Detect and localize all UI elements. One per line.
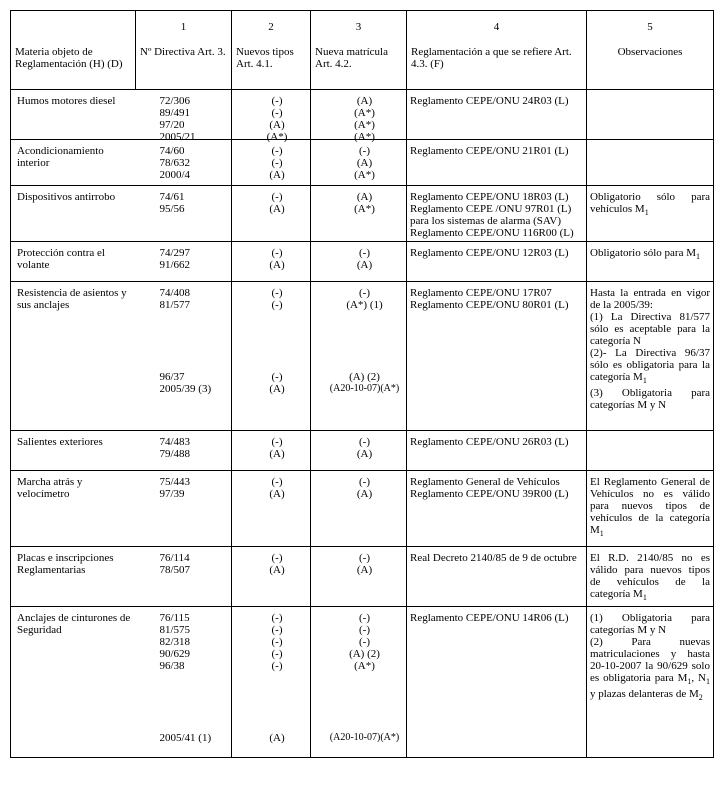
nueva-matricula-value-cell <box>311 471 407 547</box>
header-observaciones-label: Observaciones <box>617 46 683 58</box>
table-row <box>11 242 714 282</box>
nueva-matricula-value: (A*) <box>354 107 375 119</box>
nueva-matricula-value: (A) <box>356 191 373 203</box>
directiva-number: 81/575 <box>159 624 191 636</box>
materia-text: Resistencia de asientos y sus anclajes <box>17 287 127 311</box>
table-row <box>11 471 714 547</box>
nuevos-tipos-value: (A) <box>269 119 285 131</box>
header-materia <box>11 11 136 90</box>
directiva-number: 79/488 <box>159 448 191 460</box>
observaciones-cell <box>587 471 714 547</box>
observaciones-text: El Reglamento General de Vehículos no es válido para nuevos tipos de vehículos de la categoría $M_1$ <box>590 476 710 539</box>
observaciones-cell <box>587 547 714 607</box>
directiva-number: 78/507 <box>159 564 191 576</box>
directiva-number-cell <box>136 186 232 242</box>
observaciones-cell <box>587 90 714 140</box>
observaciones-cell <box>587 186 714 242</box>
nueva-matricula-value: (-) <box>359 145 370 157</box>
observaciones-cell <box>587 607 714 758</box>
nuevos-tipos-value-cell <box>232 140 311 186</box>
reglamentacion-text: Reglamento CEPE/ONU 80R01 (L) <box>410 299 569 311</box>
nuevos-tipos-value: (-) <box>271 636 283 648</box>
materia-cell <box>11 140 136 186</box>
materia-text: Humos motores diesel <box>17 95 116 107</box>
materia-cell <box>11 431 136 471</box>
nueva-matricula-value: (A) <box>356 157 373 169</box>
directiva-number: 72/306 <box>159 95 191 107</box>
nuevos-tipos-value: (-) <box>271 436 283 448</box>
regulation-table <box>10 10 714 758</box>
nueva-matricula-value: (A20-10-07)(A*) <box>329 383 400 394</box>
directiva-number: 2005/39 (3) <box>159 383 212 395</box>
materia-text: Dispositivos antirrobo <box>17 191 116 203</box>
materia-cell <box>11 547 136 607</box>
observaciones-cell <box>587 140 714 186</box>
col-number-2: 2 <box>268 21 274 33</box>
header-nuevos-tipos <box>232 11 311 90</box>
directiva-number: 75/443 <box>159 476 191 488</box>
reglamentacion-cell <box>407 431 587 471</box>
nueva-matricula-value: (A*) <box>354 660 375 672</box>
directiva-number-cell <box>136 90 232 143</box>
reglamentacion-text: Reglamento CEPE/ONU 18R03 (L) <box>410 191 569 203</box>
nuevos-tipos-value: (-) <box>271 476 283 488</box>
nuevos-tipos-value-cell <box>232 607 311 758</box>
reglamentacion-text: Reglamento General de Vehículos <box>410 476 560 488</box>
col-number-4: 4 <box>493 21 500 33</box>
nueva-matricula-value: (-) <box>359 624 370 636</box>
directiva-number-cell <box>136 547 232 607</box>
directiva-number: 96/37 <box>159 371 185 383</box>
directiva-number: 74/408 <box>159 287 191 299</box>
nuevos-tipos-value: (-) <box>271 287 283 299</box>
nueva-matricula-value: (-) <box>359 612 370 624</box>
table-row <box>11 431 714 471</box>
table-row <box>11 140 714 186</box>
header-reglamentacion-label: Reglamentación a que se refiere Art. 4.3. (F) <box>411 46 572 70</box>
nuevos-tipos-value-cell <box>232 186 311 242</box>
nueva-matricula-value: (A*) (1) <box>346 299 383 311</box>
observaciones-text: (1) La Directiva 81/577 sólo es aceptable para la categoría N <box>590 311 710 347</box>
observaciones-cell <box>587 242 714 282</box>
directiva-number: 96/38 <box>159 660 185 672</box>
nueva-matricula-value-cell <box>311 90 407 143</box>
nueva-matricula-value: (A) <box>356 448 373 460</box>
nueva-matricula-value: (A) <box>356 488 373 500</box>
directiva-number: 2005/41 (1) <box>159 732 212 744</box>
directiva-number: 76/115 <box>159 612 190 624</box>
observaciones-text: Hasta la entrada en vigor de la 2005/39: <box>590 287 710 311</box>
nuevos-tipos-value-cell <box>232 547 311 607</box>
directiva-number: 74/60 <box>159 145 185 157</box>
nueva-matricula-value: (A20-10-07)(A*) <box>329 732 400 743</box>
nuevos-tipos-value: (-) <box>271 624 283 636</box>
nuevos-tipos-value-cell <box>232 242 311 282</box>
nueva-matricula-value-cell <box>311 282 407 431</box>
header-directiva-label: Nº Directiva Art. 3. <box>140 46 226 58</box>
reglamentacion-text: Reglamento CEPE/ONU 39R00 (L) <box>410 488 569 500</box>
nuevos-tipos-value: (-) <box>271 145 283 157</box>
observaciones-text: (2)- La Directiva 96/37 sólo es obligatoria para la categoría $M_1$ <box>590 347 710 386</box>
nuevos-tipos-value: (A) <box>269 169 285 181</box>
observaciones-text: (3) Obligatoria para categorías M y N <box>590 387 710 412</box>
nueva-matricula-value: (A) (2) <box>349 648 380 660</box>
nueva-matricula-value-cell <box>311 607 407 758</box>
observaciones-text: (1) Obligatoria para categorías M y N <box>590 612 710 636</box>
nueva-matricula-value: (A) <box>356 95 373 107</box>
directiva-number-cell <box>136 431 232 471</box>
nuevos-tipos-value-cell <box>232 90 311 143</box>
nueva-matricula-value: (A*) <box>354 203 375 215</box>
directiva-number-cell <box>136 471 232 547</box>
nueva-matricula-value: (-) <box>359 476 370 488</box>
header-nueva-matricula-label: Nueva matrícula Art. 4.2. <box>315 46 388 70</box>
observaciones-text: El R.D. 2140/85 no es válido para nuevos tipos de vehículos de la categoría $M_1$ <box>590 552 710 603</box>
col-number-1: 1 <box>180 21 187 33</box>
directiva-number: 2000/4 <box>159 169 191 181</box>
nuevos-tipos-value: (-) <box>271 612 283 624</box>
materia-cell <box>11 282 136 431</box>
materia-cell <box>11 607 136 758</box>
observaciones-text: Obligatorio sólo para $M_1$ <box>590 247 701 262</box>
reglamentacion-text: Reglamento CEPE/ONU 26R03 (L) <box>410 436 569 448</box>
nuevos-tipos-value: (A*) <box>266 131 288 143</box>
reglamentacion-cell <box>407 547 587 607</box>
nueva-matricula-value-cell <box>311 140 407 186</box>
nuevos-tipos-value: (A) <box>269 488 285 500</box>
materia-text: Placas e inscripciones Reglamentarias <box>17 552 114 576</box>
reglamentacion-cell <box>407 471 587 547</box>
nuevos-tipos-value: (A) <box>269 564 285 576</box>
directiva-number: 81/577 <box>159 299 191 311</box>
reglamentacion-text: Real Decreto 2140/85 de 9 de octubre <box>410 552 577 564</box>
table-row <box>11 607 714 758</box>
directiva-number: 76/114 <box>159 552 190 564</box>
nueva-matricula-value: (A) (2) <box>349 371 380 383</box>
observaciones-cell <box>587 431 714 471</box>
observaciones-text: (2) Para nuevas matriculaciones y hasta 20-10-2007 la 90/629 solo es obligatoria para $M_1$, $N_1$ y plazas delanteras de $M_2$ <box>590 636 710 703</box>
col-number-3: 3 <box>355 21 362 33</box>
directiva-number: 78/632 <box>159 157 191 169</box>
nuevos-tipos-value: (A) <box>269 203 285 215</box>
reglamentacion-text: Reglamento CEPE/ONU 21R01 (L) <box>410 145 569 157</box>
directiva-number-cell <box>136 242 232 282</box>
reglamentacion-text: Reglamento CEPE/ONU 116R00 (L) <box>410 227 574 239</box>
nuevos-tipos-value: (-) <box>271 648 283 660</box>
reglamentacion-text: Reglamento CEPE/ONU 24R03 (L) <box>410 95 569 107</box>
directiva-number: 91/662 <box>159 259 191 271</box>
nuevos-tipos-value: (-) <box>271 107 283 119</box>
directiva-number: 97/20 <box>159 119 185 131</box>
col-number-5: 5 <box>647 21 653 33</box>
nuevos-tipos-value: (-) <box>271 299 283 311</box>
materia-text: Salientes exteriores <box>17 436 103 448</box>
nuevos-tipos-value: (-) <box>271 371 283 383</box>
directiva-number: 89/491 <box>159 107 191 119</box>
reglamentacion-cell <box>407 140 587 186</box>
materia-cell <box>11 186 136 242</box>
nuevos-tipos-value-cell <box>232 471 311 547</box>
header-materia-label: Materia objeto de Reglamentación (H) (D) <box>15 46 123 70</box>
reglamentacion-cell <box>407 607 587 758</box>
nueva-matricula-value: (-) <box>359 552 370 564</box>
nuevos-tipos-value: (-) <box>271 247 283 259</box>
nuevos-tipos-value-cell <box>232 282 311 431</box>
header-row <box>11 11 714 90</box>
nuevos-tipos-value: (A) <box>269 259 285 271</box>
directiva-number: 95/56 <box>159 203 185 215</box>
directiva-number-cell <box>136 607 232 758</box>
nueva-matricula-value: (-) <box>359 636 370 648</box>
table-row <box>11 90 714 140</box>
materia-text: Marcha atrás y velocímetro <box>17 476 83 500</box>
nueva-matricula-value: (-) <box>359 287 370 299</box>
nueva-matricula-value: (A*) <box>354 131 375 143</box>
header-nueva-matricula <box>311 11 407 90</box>
reglamentacion-text: Reglamento CEPE /ONU 97R01 (L) <box>410 203 572 215</box>
nueva-matricula-value-cell <box>311 186 407 242</box>
nueva-matricula-value: (A) <box>356 564 373 576</box>
nuevos-tipos-value: (-) <box>271 191 283 203</box>
header-directiva <box>136 11 232 90</box>
directiva-number: 74/483 <box>159 436 191 448</box>
materia-text: Anclajes de cinturones de Seguridad <box>17 612 131 636</box>
materia-cell <box>11 90 136 140</box>
reglamentacion-cell <box>407 242 587 282</box>
directiva-number: 82/318 <box>159 636 191 648</box>
table-row <box>11 282 714 431</box>
nuevos-tipos-value: (-) <box>271 95 283 107</box>
directiva-number: 90/629 <box>159 648 191 660</box>
reglamentacion-text: Reglamento CEPE/ONU 12R03 (L) <box>410 247 569 259</box>
nuevos-tipos-value: (-) <box>271 552 283 564</box>
nuevos-tipos-value: (A) <box>269 448 285 460</box>
directiva-number-cell <box>136 140 232 186</box>
materia-text: Protección contra el volante <box>17 247 105 271</box>
materia-text: Acondicionamiento interior <box>17 145 104 169</box>
reglamentacion-cell <box>407 186 587 242</box>
nueva-matricula-value-cell <box>311 547 407 607</box>
observaciones-cell <box>587 282 714 431</box>
reglamentacion-text: Reglamento CEPE/ONU 17R07 <box>410 287 552 299</box>
directiva-number-cell <box>136 282 232 431</box>
nueva-matricula-value: (-) <box>359 247 370 259</box>
reglamentacion-text: para los sistemas de alarma (SAV) <box>410 215 562 227</box>
nuevos-tipos-value: (-) <box>271 660 283 672</box>
directiva-number: 74/61 <box>159 191 185 203</box>
nueva-matricula-value: (A) <box>356 259 373 271</box>
directiva-number: 2005/21 <box>159 131 196 143</box>
observaciones-text: Obligatorio sólo para vehículos $M_1$ <box>590 191 710 218</box>
nueva-matricula-value: (A*) <box>354 119 375 131</box>
nueva-matricula-value: (A*) <box>354 169 375 181</box>
header-reglamentacion <box>407 11 587 90</box>
reglamentacion-text: Reglamento CEPE/ONU 14R06 (L) <box>410 612 569 624</box>
nuevos-tipos-value: (-) <box>271 157 283 169</box>
directiva-number: 74/297 <box>159 247 191 259</box>
materia-cell <box>11 471 136 547</box>
nuevos-tipos-value: (A) <box>269 732 285 744</box>
header-nuevos-tipos-label: Nuevos tipos Art. 4.1. <box>236 46 294 70</box>
nueva-matricula-value-cell <box>311 242 407 282</box>
table-row <box>11 186 714 242</box>
nueva-matricula-value: (-) <box>359 436 370 448</box>
materia-cell <box>11 242 136 282</box>
table-row <box>11 547 714 607</box>
directiva-number: 97/39 <box>159 488 185 500</box>
nuevos-tipos-value-cell <box>232 431 311 471</box>
reglamentacion-cell <box>407 282 587 431</box>
reglamentacion-cell <box>407 90 587 140</box>
nueva-matricula-value-cell <box>311 431 407 471</box>
nuevos-tipos-value: (A) <box>269 383 285 395</box>
header-observaciones <box>587 11 714 90</box>
